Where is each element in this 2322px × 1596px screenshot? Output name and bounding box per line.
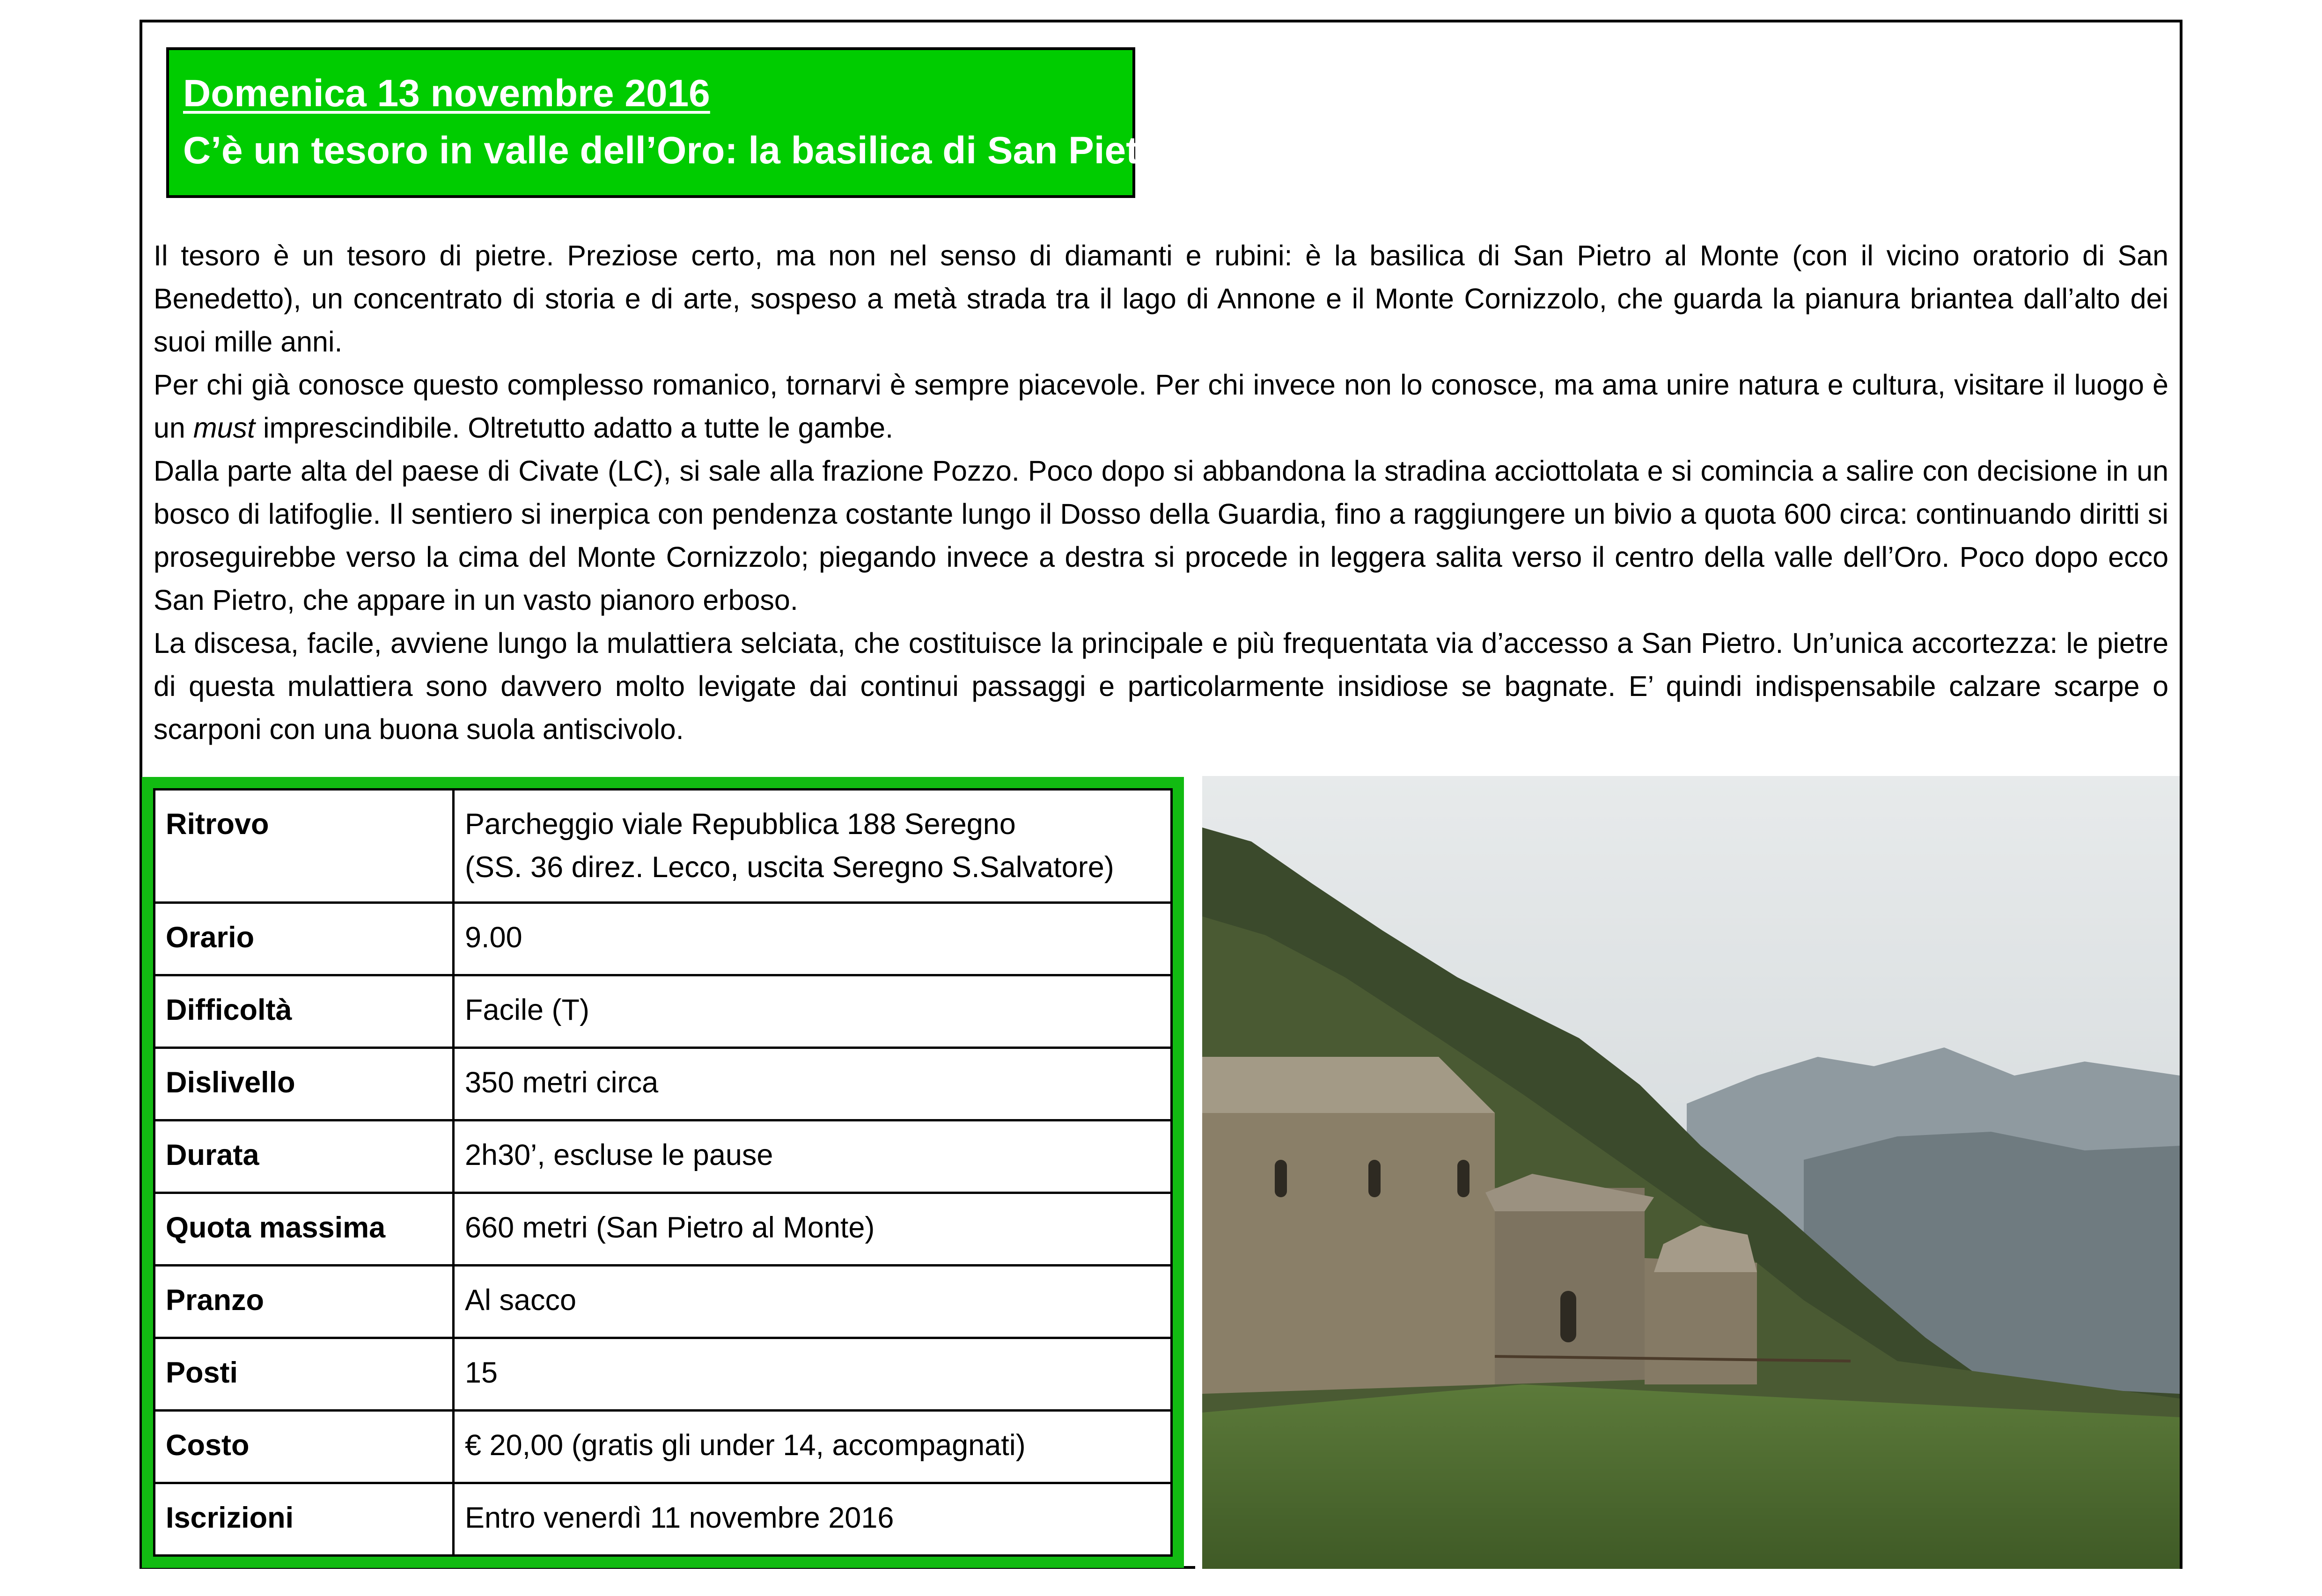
row-label: Posti — [154, 1338, 454, 1411]
table-row — [154, 1483, 1172, 1556]
row-value: 9.00 — [454, 903, 1172, 975]
table-row — [154, 1193, 1172, 1266]
table-row — [154, 975, 1172, 1048]
row-value: 350 metri circa — [454, 1048, 1172, 1120]
landscape-illustration — [1195, 776, 2180, 1569]
row-label: Quota massima — [154, 1193, 454, 1266]
row-value: Facile (T) — [454, 975, 1172, 1048]
title-box — [166, 47, 1491, 198]
paragraph-1: Il tesoro è un tesoro di pietre. Preziose certo, ma non nel senso di diamanti e rubini: è la basilica di San Pietro al Monte (con il vicino oratorio di San Benedetto), un concentrato di storia e di arte, sospeso a metà strada tra il lago di Annone e il Monte Cornizzolo, che guarda la pianura briantea dall’alto dei suoi mille anni. — [154, 240, 2168, 358]
row-label: Ritrovo — [154, 790, 454, 903]
event-date: Domenica 13 novembre 2016 — [183, 72, 710, 115]
row-value: 660 metri (San Pietro al Monte) — [454, 1193, 1172, 1266]
row-label: Dislivello — [154, 1048, 454, 1120]
row-value: 2h30’, escluse le pause — [454, 1120, 1172, 1193]
basilica-photo — [1195, 776, 2180, 1569]
info-table-box — [142, 777, 1184, 1568]
paragraph-2: Per chi già conosce questo complesso romanico, tornarvi è sempre piacevole. Per chi invece non lo conosce, ma ama unire natura e cultura, visitare il luogo è un must imprescindibile. Oltretutto adatto a tutte le gambe. — [154, 369, 2168, 444]
table-row — [154, 1048, 1172, 1120]
row-label: Difficoltà — [154, 975, 454, 1048]
table-row — [154, 1338, 1172, 1411]
row-value: Entro venerdì 11 novembre 2016 — [454, 1483, 1172, 1556]
row-value: 15 — [454, 1338, 1172, 1411]
row-label: Costo — [154, 1411, 454, 1483]
row-label: Durata — [154, 1120, 454, 1193]
table-row — [154, 1411, 1172, 1483]
row-label: Iscrizioni — [154, 1483, 454, 1556]
table-row — [154, 1120, 1172, 1193]
paragraph-3: Dalla parte alta del paese di Civate (LC), si sale alla frazione Pozzo. Poco dopo si abbandona la stradina acciottolata e si comincia a salire con decisione in un bosco di latifoglie. Il sentiero si inerpica con pendenza costante lungo il Dosso della Guardia, fino a raggiungere un bivio a quota 600 circa: continuando diritti si proseguirebbe verso la cima del Monte Cornizzolo; piegando invece a destra si procede in leggera salita verso il centro della valle dell’Oro. Poco dopo ecco San Pietro, che appare in un vasto pianoro erboso. — [154, 455, 2168, 616]
table-row — [154, 903, 1172, 975]
row-value: Parcheggio viale Repubblica 188 Seregno (SS. 36 direz. Lecco, uscita Seregno S.Salvatore) — [454, 790, 1172, 903]
row-value: € 20,00 (gratis gli under 14, accompagnati) — [454, 1411, 1172, 1483]
emphasis-must: must — [193, 412, 255, 444]
row-value: Al sacco — [454, 1266, 1172, 1338]
row-label: Orario — [154, 903, 454, 975]
row-label: Pranzo — [154, 1266, 454, 1338]
table-row — [154, 790, 1172, 903]
table-row — [154, 1266, 1172, 1338]
info-table — [153, 788, 1173, 1557]
description — [154, 234, 2168, 751]
event-title: C’è un tesoro in valle dell’Oro: la basilica di San Pietro al Monte (Lecco) — [183, 129, 1491, 172]
paragraph-4: La discesa, facile, avviene lungo la mulattiera selciata, che costituisce la principale e più frequentata via d’accesso a San Pietro. Un’unica accortezza: le pietre di questa mulattiera sono davvero molto levigate dai continui passaggi e particolarmente insidiose se bagnate. E’ quindi indispensabile calzare scarpe o scarponi con una buona suola antiscivolo. — [154, 627, 2168, 745]
